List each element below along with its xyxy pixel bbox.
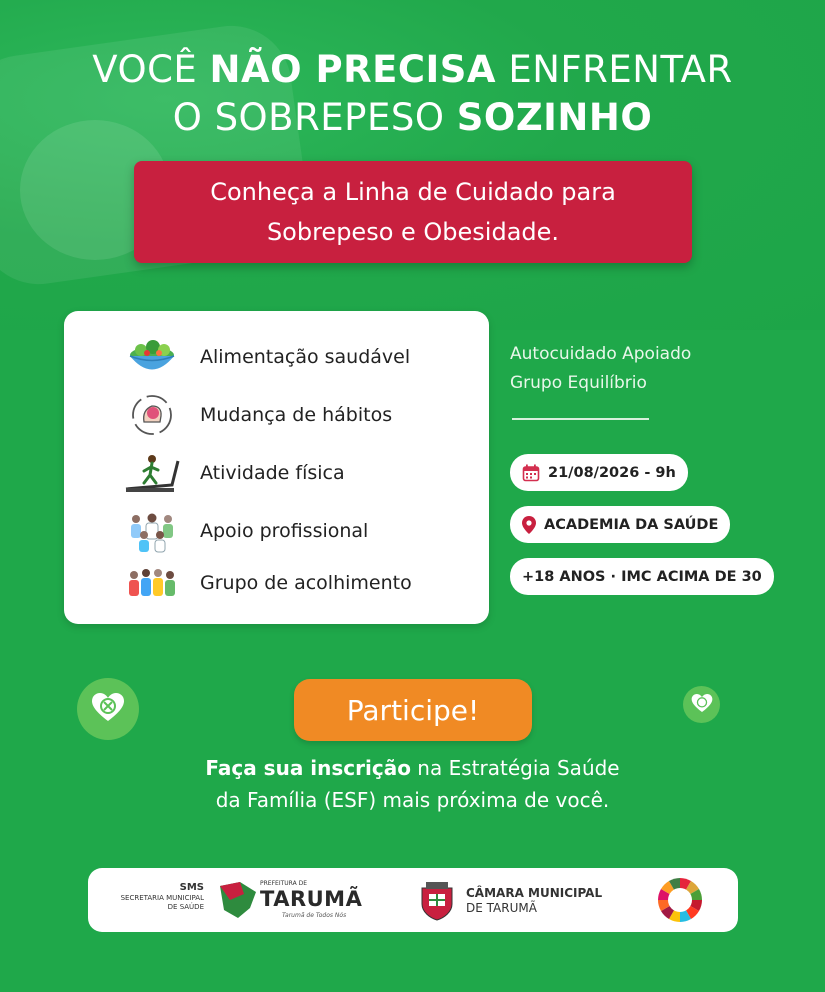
headline [0, 46, 825, 142]
heart-bubble-right [683, 686, 720, 723]
calendar-icon [522, 464, 540, 482]
feature-label: Atividade física [200, 462, 345, 484]
program-name: Autocuidado Apoiado [510, 344, 692, 364]
camara-line1: CÂMARA MUNICIPAL [466, 886, 603, 900]
feature-item [124, 559, 412, 607]
feature-label: Alimentação saudável [200, 346, 411, 368]
program-info [510, 340, 691, 398]
sms-line2: DE SAÚDE [167, 903, 204, 911]
criteria-pill [510, 558, 774, 595]
feature-label: Grupo de acolhimento [200, 572, 412, 594]
feature-item [124, 391, 392, 439]
headline-bold-text: NÃO PRECISA [209, 48, 497, 91]
features-card [64, 311, 489, 624]
registration-text-line2: da Família (ESF) mais próxima de você. [215, 788, 610, 812]
footer-logos [88, 868, 738, 932]
sdg-wheel-logo [656, 876, 704, 924]
map-pin-icon [522, 516, 536, 534]
group-name: Grupo Equilíbrio [510, 373, 647, 393]
heart-icon [691, 693, 713, 717]
salad-bowl-icon [124, 333, 180, 381]
sms-line1: SECRETARIA MUNICIPAL [120, 894, 204, 902]
participate-button[interactable] [294, 679, 532, 741]
sms-logo [114, 882, 204, 912]
professionals-group-icon [124, 507, 180, 555]
feature-label: Apoio profissional [200, 520, 369, 542]
prefeitura-tagline: Tarumã de Todos Nós [282, 912, 347, 919]
prefeitura-taruma-logo [216, 876, 363, 924]
banner-line1: Conheça a Linha de Cuidado para [210, 178, 616, 206]
care-line-banner [134, 161, 692, 263]
headline-bold-text: SOZINHO [456, 96, 653, 139]
feature-label: Mudança de hábitos [200, 404, 393, 426]
brain-cycle-icon [124, 391, 180, 439]
location-pill [510, 506, 730, 543]
feature-item [124, 333, 410, 381]
registration-bold-text: Faça sua inscrição [205, 756, 411, 780]
registration-instructions [0, 752, 825, 816]
heart-bubble-left [77, 678, 139, 740]
treadmill-icon [124, 449, 180, 497]
camara-municipal-logo [416, 880, 616, 922]
coat-of-arms-icon [416, 880, 458, 922]
headline-text: VOCÊ [92, 48, 210, 91]
feature-item [124, 449, 345, 497]
participate-label: Participe! [346, 693, 480, 727]
date-pill [510, 454, 688, 491]
prefeitura-name: TARUMÃ [260, 887, 363, 911]
banner-line2: Sobrepeso e Obesidade. [266, 218, 560, 246]
divider [512, 418, 649, 420]
headline-line2 [0, 94, 825, 142]
headline-text: O SOBREPESO [172, 96, 457, 139]
taruma-map-icon [216, 878, 260, 922]
prefeitura-label: PREFEITURA DE [260, 880, 307, 887]
headline-text: ENFRENTAR [496, 48, 733, 91]
camara-line2: DE TARUMÃ [466, 901, 537, 915]
event-date: 21/08/2026 - 9h [548, 464, 676, 481]
event-location: ACADEMIA DA SAÚDE [544, 516, 719, 533]
feature-item [124, 507, 368, 555]
eligibility-criteria: +18 ANOS · IMC ACIMA DE 30 [522, 568, 762, 585]
heart-icon [91, 692, 125, 726]
support-group-icon [124, 559, 180, 607]
sms-title: SMS [179, 882, 204, 893]
headline-line1 [0, 46, 825, 94]
registration-text: na Estratégia Saúde [410, 756, 620, 780]
